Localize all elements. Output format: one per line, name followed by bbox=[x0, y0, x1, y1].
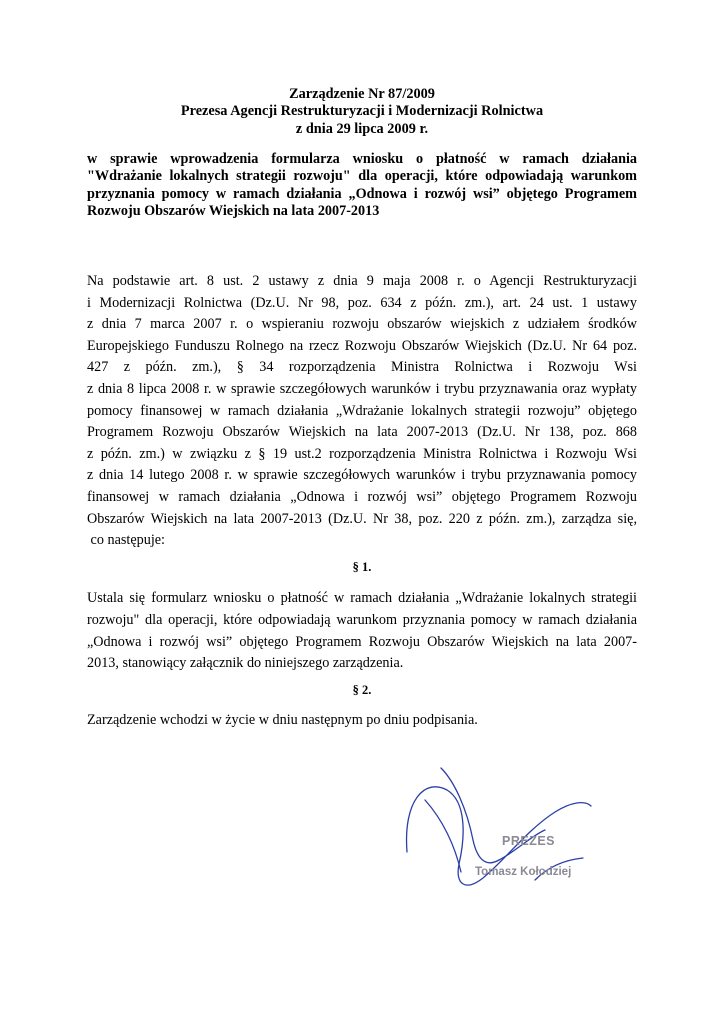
document-body bbox=[87, 271, 637, 732]
document-subject bbox=[87, 151, 637, 220]
preamble-line: z dnia 8 lipca 2008 r. w sprawie szczegółowych warunków i trybu przyznawania oraz wypłaty bbox=[87, 380, 637, 397]
preamble-line: finansowej w ramach działania „Odnowa i rozwój wsi” objętego Programem Rozwoju bbox=[87, 488, 637, 505]
section-2-text: Zarządzenie wchodzi w życie w dniu następnym po dniu podpisania. bbox=[87, 712, 478, 729]
subject-line: przyznania pomocy w ramach działania „Odnowa i rozwój wsi” objętego Programem bbox=[87, 185, 637, 202]
section-1-paragraph bbox=[87, 588, 637, 674]
section-1-line: Ustala się formularz wniosku o płatność w ramach działania „Wdrażanie lokalnych strategii bbox=[87, 590, 637, 607]
preamble-line: co następuje: bbox=[87, 532, 166, 549]
preamble-line: i Modernizacji Rolnictwa (Dz.U. Nr 98, poz. 634 z późn. zm.), art. 24 ust. 1 ustawy bbox=[87, 294, 637, 311]
stamp-role: PREZES bbox=[502, 834, 556, 848]
section-1-line: rozwoju" dla operacji, które odpowiadają warunkom przyznania pomocy w ramach działania bbox=[87, 611, 637, 628]
preamble-paragraph bbox=[87, 271, 637, 552]
preamble-line: Na podstawie art. 8 ust. 2 ustawy z dnia 9 maja 2008 r. o Agencji Restrukturyzacji bbox=[87, 273, 637, 289]
document-issuer: Prezesa Agencji Restrukturyzacji i Modernizacji Rolnictwa bbox=[180, 103, 544, 120]
handwritten-signature bbox=[395, 760, 595, 900]
section-1-line: 2013, stanowiący załącznik do niniejszego zarządzenia. bbox=[87, 655, 404, 672]
signature-stroke bbox=[441, 768, 545, 863]
stamp-name: Tomasz Kołodziej bbox=[475, 866, 572, 878]
subject-line: "Wdrażanie lokalnych strategii rozwoju" dla operacji, które odpowiadają warunkom bbox=[87, 168, 637, 185]
section-2-heading: § 2. bbox=[352, 682, 372, 697]
subject-line: w sprawie wprowadzenia formularza wniosku o płatność w ramach działania bbox=[87, 151, 637, 167]
preamble-line: 427 z późn. zm.), § 34 rozporządzenia Ministra Rolnictwa i Rozwoju Wsi bbox=[87, 359, 637, 376]
preamble-line: Europejskiego Funduszu Rolnego na rzecz Rozwoju Obszarów Wiejskich (Dz.U. Nr 64 poz. bbox=[87, 337, 637, 354]
preamble-line: z późn. zm.) w związku z § 19 ust.2 rozporządzenia Ministra Rolnictwa i Rozwoju Wsi bbox=[87, 445, 637, 462]
preamble-line: pomocy finansowej w ramach działania „Wdrażanie lokalnych strategii rozwoju” objętego bbox=[87, 402, 637, 419]
preamble-line: z dnia 14 lutego 2008 r. w sprawie szczegółowych warunków i trybu przyznawania pomocy bbox=[87, 467, 637, 484]
preamble-line: Programem Rozwoju Obszarów Wiejskich na lata 2007-2013 (Dz.U. Nr 138, poz. 868 bbox=[87, 424, 637, 441]
section-1-heading: § 1. bbox=[352, 559, 372, 574]
section-1-line: „Odnowa i rozwój wsi” objętego Programem Rozwoju Obszarów Wiejskich na lata 2007- bbox=[87, 633, 637, 650]
document-header bbox=[87, 86, 637, 138]
subject-line: Rozwoju Obszarów Wiejskich na lata 2007-2013 bbox=[87, 202, 380, 219]
preamble-line: Obszarów Wiejskich na lata 2007-2013 (Dz.U. Nr 38, poz. 220 z późn. zm.), zarządza się, bbox=[87, 510, 637, 527]
preamble-line: z dnia 7 marca 2007 r. o wspieraniu rozwoju obszarów wiejskich z udziałem środków bbox=[87, 316, 637, 333]
document-title: Zarządzenie Nr 87/2009 bbox=[289, 86, 435, 102]
document-date: z dnia 29 lipca 2009 r. bbox=[295, 120, 429, 137]
signature-stroke bbox=[425, 800, 461, 872]
